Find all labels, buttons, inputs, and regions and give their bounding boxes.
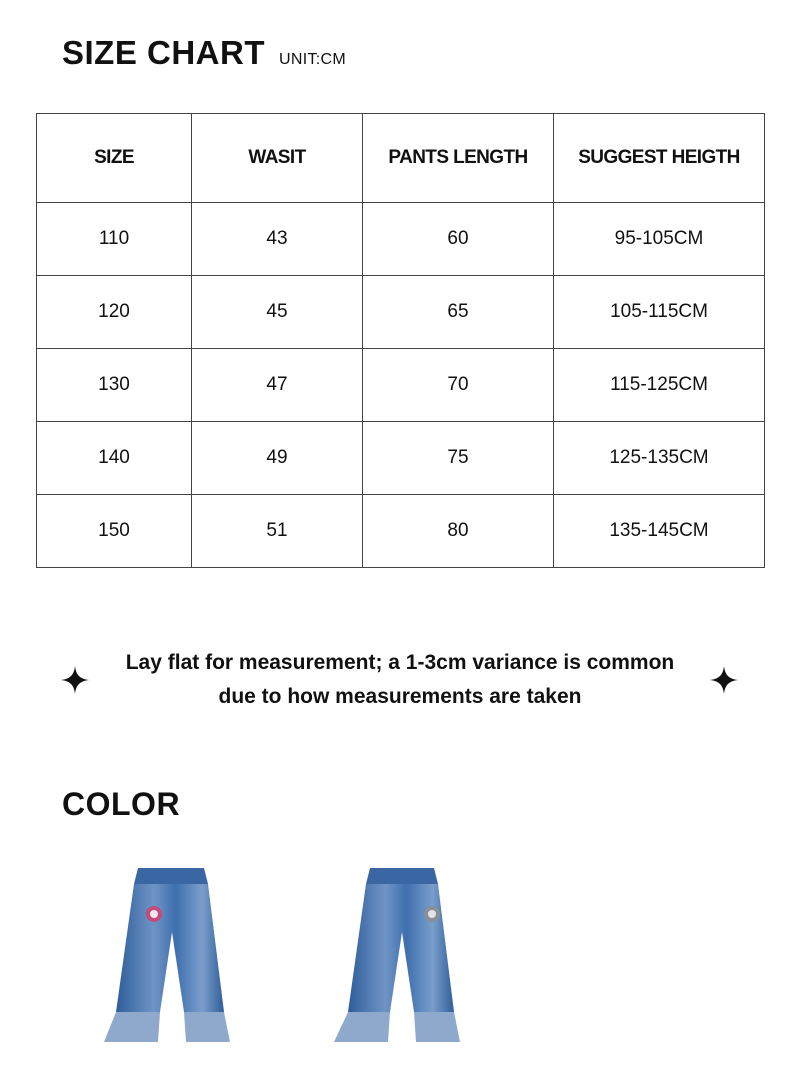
cell-suggest-height: 95-105CM bbox=[554, 203, 765, 276]
cell-pants-length: 75 bbox=[363, 422, 554, 495]
column-header-waist: WASIT bbox=[192, 114, 363, 203]
cell-pants-length: 60 bbox=[363, 203, 554, 276]
column-header-size: SIZE bbox=[37, 114, 192, 203]
table-row bbox=[37, 349, 765, 422]
cell-size: 110 bbox=[37, 203, 192, 276]
cell-suggest-height: 115-125CM bbox=[554, 349, 765, 422]
table-row bbox=[37, 276, 765, 349]
cell-pants-length: 65 bbox=[363, 276, 554, 349]
size-chart-header bbox=[62, 34, 346, 72]
jeans-gray-patch-icon[interactable] bbox=[330, 862, 490, 1052]
measurement-note bbox=[90, 646, 710, 714]
cell-waist: 43 bbox=[192, 203, 363, 276]
size-table bbox=[36, 113, 765, 568]
jeans-pink-patch-icon[interactable] bbox=[100, 862, 260, 1052]
color-section-title: COLOR bbox=[62, 786, 181, 822]
cell-size: 150 bbox=[37, 495, 192, 568]
cell-pants-length: 70 bbox=[363, 349, 554, 422]
sparkle-icon bbox=[61, 666, 89, 694]
sparkle-icon bbox=[710, 666, 738, 694]
cell-pants-length: 80 bbox=[363, 495, 554, 568]
cell-waist: 49 bbox=[192, 422, 363, 495]
column-header-suggest-height: SUGGEST HEIGTH bbox=[554, 114, 765, 203]
table-row bbox=[37, 422, 765, 495]
unit-label: UNIT:CM bbox=[279, 51, 346, 68]
cell-waist: 47 bbox=[192, 349, 363, 422]
table-header-row bbox=[37, 114, 765, 203]
note-line-1: Lay flat for measurement; a 1-3cm variance is common bbox=[125, 651, 675, 674]
table-row bbox=[37, 203, 765, 276]
cell-size: 130 bbox=[37, 349, 192, 422]
table-row bbox=[37, 495, 765, 568]
cell-size: 140 bbox=[37, 422, 192, 495]
cell-suggest-height: 105-115CM bbox=[554, 276, 765, 349]
cell-waist: 45 bbox=[192, 276, 363, 349]
cell-suggest-height: 125-135CM bbox=[554, 422, 765, 495]
note-line-2: due to how measurements are taken bbox=[218, 685, 582, 708]
cell-size: 120 bbox=[37, 276, 192, 349]
column-header-pants-length: PANTS LENGTH bbox=[363, 114, 554, 203]
page-title: SIZE CHART bbox=[62, 34, 265, 71]
cell-suggest-height: 135-145CM bbox=[554, 495, 765, 568]
cell-waist: 51 bbox=[192, 495, 363, 568]
